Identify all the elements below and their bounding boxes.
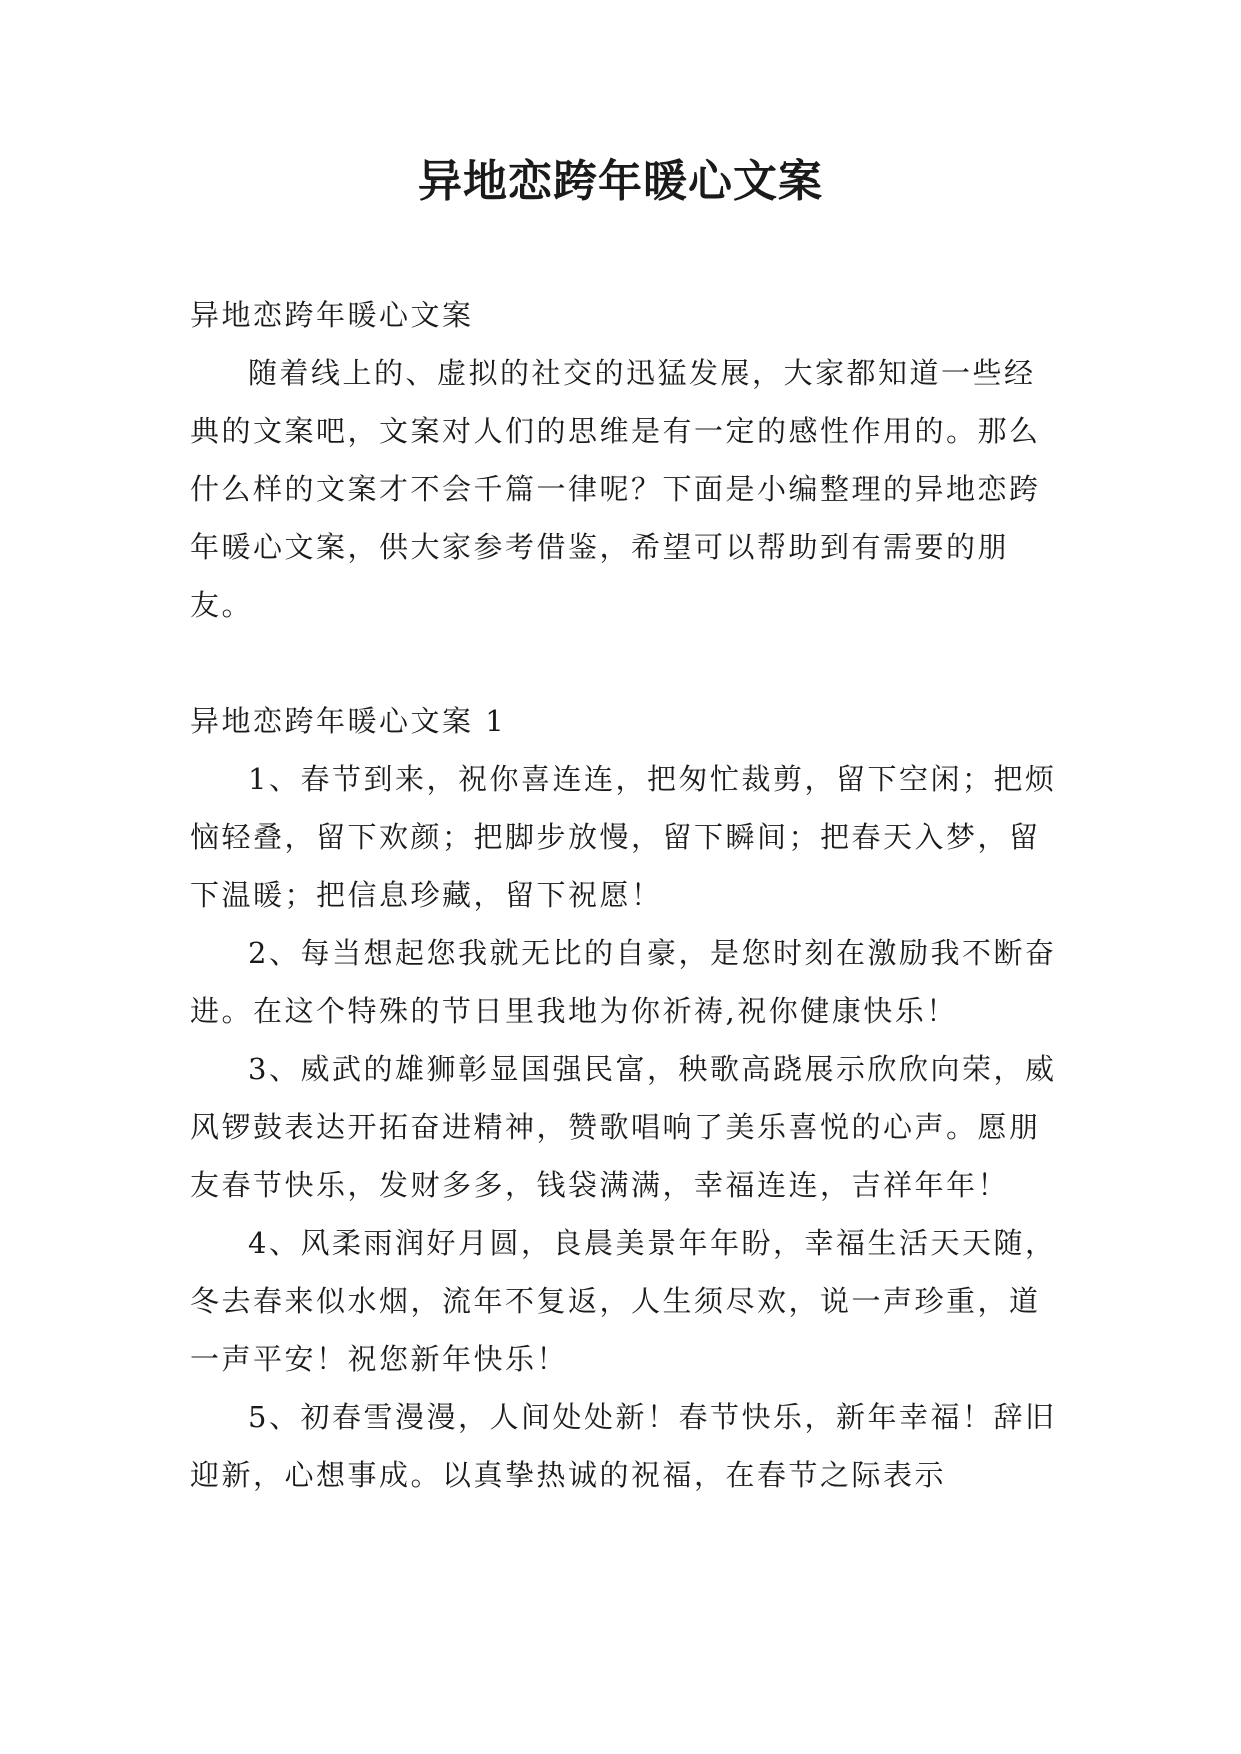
list-item: 3、威武的雄狮彰显国强民富，秧歌高跷展示欣欣向荣，威风锣鼓表达开拓奋进精神，赞歌唱响了美乐喜悦的心声。愿朋友春节快乐，发财多多，钱袋满满，幸福连连，吉祥年年！	[190, 1052, 1057, 1202]
list-item: 1、春节到来，祝你喜连连，把匆忙裁剪，留下空闲；把烦恼轻叠，留下欢颜；把脚步放慢，留下瞬间；把春天入梦，留下温暖；把信息珍藏，留下祝愿！	[190, 762, 1057, 912]
document-title: 异地恋跨年暖心文案	[418, 156, 823, 207]
list-item: 2、每当想起您我就无比的自豪，是您时刻在激励我不断奋进。在这个特殊的节日里我地为你祈祷,祝你健康快乐！	[190, 936, 1057, 1028]
intro-paragraph: 随着线上的、虚拟的社交的迅猛发展，大家都知道一些经典的文案吧，文案对人们的思维是有一定的感性作用的。那么什么样的文案才不会千篇一律呢？下面是小编整理的异地恋跨年暖心文案，供大家参考借鉴，希望可以帮助到有需要的朋友。	[190, 356, 1041, 622]
section-heading: 异地恋跨年暖心文案 1	[190, 704, 507, 738]
section-spacer	[190, 634, 1060, 692]
list-item: 5、初春雪漫漫，人间处处新！春节快乐，新年幸福！辞旧迎新，心想事成。以真挚热诚的祝福，在春节之际表示	[190, 1400, 1057, 1492]
list-item: 4、风柔雨润好月圆，良晨美景年年盼，幸福生活天天随，冬去春来似水烟，流年不复返，人生须尽欢，说一声珍重，道一声平安！祝您新年快乐！	[190, 1226, 1057, 1376]
intro-heading: 异地恋跨年暖心文案	[190, 298, 474, 332]
document-body	[190, 286, 1060, 1504]
